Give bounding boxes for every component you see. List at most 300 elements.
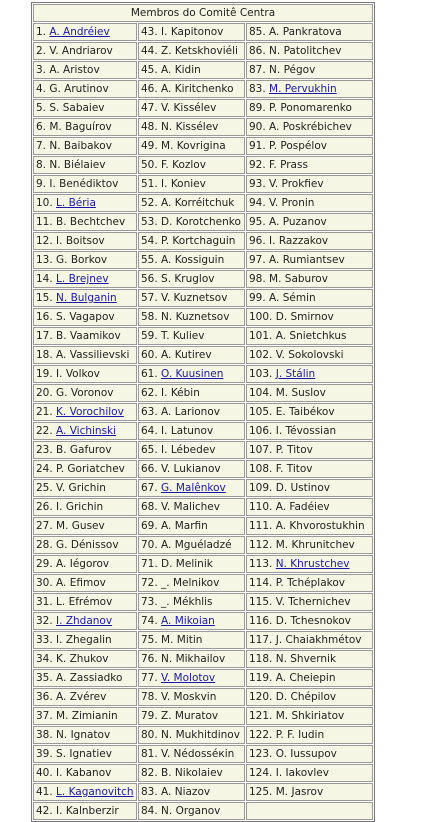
member-number: 122. (249, 729, 273, 741)
member-number: 67. (141, 482, 158, 494)
member-number: 79. (141, 710, 158, 722)
member-name: A. Snietchkus (275, 330, 347, 342)
member-link[interactable]: A. Mikoian (161, 615, 215, 627)
member-name: S. Sabaiev (49, 102, 105, 114)
member-link[interactable]: L. Brejnev (56, 273, 109, 285)
member-number: 58. (141, 311, 158, 323)
table-row (33, 726, 373, 744)
member-cell (33, 498, 137, 516)
member-cell (246, 707, 373, 725)
table-row (33, 346, 373, 364)
member-number: 33. (36, 634, 53, 646)
member-link[interactable]: K. Vorochilov (56, 406, 124, 418)
member-name: I. Boitsov (56, 235, 105, 247)
member-number: 120. (249, 691, 273, 703)
member-name: D. Melinik (161, 558, 213, 570)
member-name: N. Baibakov (49, 140, 112, 152)
member-cell (33, 365, 137, 383)
member-cell (138, 137, 245, 155)
member-number: 125. (249, 786, 273, 798)
member-link[interactable]: L. Béria (56, 197, 96, 209)
member-number: 60. (141, 349, 158, 361)
member-name: V. Kissélev (161, 102, 217, 114)
table-row (33, 517, 373, 535)
member-number: 100. (249, 311, 273, 323)
member-cell (33, 593, 137, 611)
member-number: 93. (249, 178, 266, 190)
member-number: 94. (249, 197, 266, 209)
member-number: 30. (36, 577, 53, 589)
member-number: 106. (249, 425, 273, 437)
member-name: A. Zassiadko (56, 672, 123, 684)
member-cell (138, 384, 245, 402)
member-cell (138, 783, 245, 801)
member-name: F. Prass (269, 159, 308, 171)
member-name: A. Larionov (161, 406, 220, 418)
member-cell (138, 441, 245, 459)
member-number: 63. (141, 406, 158, 418)
member-number: 45. (141, 64, 158, 76)
member-number: 80. (141, 729, 158, 741)
member-name: I. Latunov (161, 425, 214, 437)
member-cell (246, 42, 373, 60)
member-number: 34. (36, 653, 53, 665)
member-number: 71. (141, 558, 158, 570)
member-number: 73. (141, 596, 158, 608)
member-cell (246, 137, 373, 155)
member-name: J. Chaiakhmétov (275, 634, 362, 646)
member-cell (246, 365, 373, 383)
member-link[interactable]: A. Andréiev (49, 26, 110, 38)
member-name: I. Koniev (161, 178, 206, 190)
member-number: 6. (36, 121, 47, 133)
member-name: N. Mikhailov (161, 653, 226, 665)
member-name: A. Pankratova (269, 26, 342, 38)
member-number: 62. (141, 387, 158, 399)
member-name: N. Biélaiev (49, 159, 106, 171)
table-row (33, 707, 373, 725)
member-name: V. Tchernichev (275, 596, 351, 608)
member-cell (246, 631, 373, 649)
table-row (33, 270, 373, 288)
member-name: A. Khvorostukhin (275, 520, 365, 532)
member-cell (246, 498, 373, 516)
member-cell (33, 23, 137, 41)
member-number: 17. (36, 330, 53, 342)
member-link[interactable]: V. Molotov (161, 672, 216, 684)
member-number: 121. (249, 710, 273, 722)
member-cell (246, 783, 373, 801)
member-number: 20. (36, 387, 53, 399)
member-number: 51. (141, 178, 158, 190)
member-number: 29. (36, 558, 53, 570)
member-number: 81. (141, 748, 158, 760)
member-number: 55. (141, 254, 158, 266)
member-cell (33, 118, 137, 136)
table-body (33, 23, 373, 820)
table-row (33, 631, 373, 649)
member-cell (33, 346, 137, 364)
member-link[interactable]: L. Kaganovitch (56, 786, 134, 798)
member-cell (33, 384, 137, 402)
member-name: A. Fadéiev (275, 501, 330, 513)
table-row (33, 289, 373, 307)
table-row (33, 688, 373, 706)
member-number: 43. (141, 26, 158, 38)
member-name: V. Moskvin (161, 691, 217, 703)
member-number: 113. (249, 558, 273, 570)
member-number: 95. (249, 216, 266, 228)
member-cell (138, 650, 245, 668)
member-cell (33, 99, 137, 117)
member-number: 101. (249, 330, 273, 342)
member-name: P. Goriatchev (56, 463, 125, 475)
member-name: A. Niazov (161, 786, 211, 798)
member-cell (33, 137, 137, 155)
member-name: A. Aristov (49, 64, 100, 76)
member-number: 46. (141, 83, 158, 95)
member-cell (246, 422, 373, 440)
member-cell (246, 232, 373, 250)
member-link[interactable]: A. Vichinski (56, 425, 117, 437)
member-cell (138, 232, 245, 250)
member-number: 117. (249, 634, 273, 646)
member-cell (138, 574, 245, 592)
member-cell (246, 574, 373, 592)
member-number: 97. (249, 254, 266, 266)
table-row (33, 175, 373, 193)
member-name: Z. Muratov (161, 710, 219, 722)
member-cell (138, 612, 245, 630)
member-cell (33, 232, 137, 250)
member-number: 77. (141, 672, 158, 684)
table-row (33, 441, 373, 459)
member-cell (138, 156, 245, 174)
member-cell (138, 479, 245, 497)
member-number: 89. (249, 102, 266, 114)
member-number: 14. (36, 273, 53, 285)
member-number: 85. (249, 26, 266, 38)
member-name: A. Kutirev (161, 349, 212, 361)
member-number: 15. (36, 292, 53, 304)
member-name: B. Gafurov (56, 444, 112, 456)
member-number: 11. (36, 216, 53, 228)
table-row (33, 118, 373, 136)
table-row (33, 42, 373, 60)
member-name: I. Razzakov (269, 235, 329, 247)
member-cell (138, 802, 245, 820)
member-name: A. Zvérev (56, 691, 107, 703)
member-cell (33, 783, 137, 801)
member-name: A. Cheiepin (275, 672, 336, 684)
member-name: M. Suslov (275, 387, 326, 399)
member-cell (138, 764, 245, 782)
table-row (33, 251, 373, 269)
table-row (33, 213, 373, 231)
member-name: N. Mukhitdinov (161, 729, 240, 741)
member-number: 22. (36, 425, 53, 437)
member-number: 18. (36, 349, 53, 361)
member-cell (33, 745, 137, 763)
member-name: D. Ustinov (275, 482, 330, 494)
member-cell (138, 726, 245, 744)
member-cell (138, 194, 245, 212)
member-cell (138, 80, 245, 98)
member-cell (246, 764, 373, 782)
members-table (31, 2, 375, 822)
member-name: S. Kruglov (161, 273, 215, 285)
member-number: 83. (249, 83, 266, 95)
member-name: F. Kozlov (161, 159, 206, 171)
member-number: 36. (36, 691, 53, 703)
member-cell (33, 441, 137, 459)
member-number: 54. (141, 235, 158, 247)
member-number: 119. (249, 672, 273, 684)
member-cell (246, 441, 373, 459)
member-name: I. Iakovlev (275, 767, 329, 779)
member-cell (246, 479, 373, 497)
table-title: Membros do Comitê Centra (33, 4, 373, 22)
member-name: I. Kalnberzir (56, 805, 119, 817)
member-cell (246, 289, 373, 307)
member-cell (246, 80, 373, 98)
member-name: V. Kuznetsov (161, 292, 228, 304)
member-cell (246, 251, 373, 269)
member-cell (33, 251, 137, 269)
member-cell (138, 308, 245, 326)
member-number: 112. (249, 539, 273, 551)
member-number: 1. (36, 26, 47, 38)
table-row (33, 593, 373, 611)
member-number: 57. (141, 292, 158, 304)
member-cell (33, 650, 137, 668)
member-name: I. Kébin (161, 387, 200, 399)
member-number: 47. (141, 102, 158, 114)
member-link[interactable]: M. Pervukhin (269, 83, 337, 95)
member-name: K. Zhukov (56, 653, 109, 665)
table-row (33, 479, 373, 497)
member-name: A. Efimov (56, 577, 106, 589)
member-name: M. Baguírov (49, 121, 112, 133)
table-row (33, 764, 373, 782)
member-number: 115. (249, 596, 273, 608)
member-cell (138, 175, 245, 193)
member-number: 86. (249, 45, 266, 57)
member-number: 114. (249, 577, 273, 589)
table-row (33, 745, 373, 763)
member-number: 72. (141, 577, 158, 589)
member-cell (138, 23, 245, 41)
member-number: 24. (36, 463, 53, 475)
table-header-row (33, 4, 373, 22)
member-cell (246, 517, 373, 535)
member-name: I. Lébedev (161, 444, 216, 456)
member-cell (246, 403, 373, 421)
member-number: 118. (249, 653, 273, 665)
member-cell (33, 213, 137, 231)
member-cell (246, 308, 373, 326)
member-number: 91. (249, 140, 266, 152)
member-number: 68. (141, 501, 158, 513)
member-name: V. Pronin (269, 197, 315, 209)
member-cell (33, 688, 137, 706)
member-cell (138, 327, 245, 345)
member-name: S. Vagapov (56, 311, 115, 323)
member-number: 76. (141, 653, 158, 665)
member-number: 50. (141, 159, 158, 171)
member-name: N. Pégov (269, 64, 316, 76)
member-cell (33, 631, 137, 649)
member-number: 59. (141, 330, 158, 342)
member-name: G. Voronov (56, 387, 114, 399)
table-row (33, 384, 373, 402)
member-number: 41. (36, 786, 53, 798)
member-number: 61. (141, 368, 158, 380)
member-name: I. Benédiktov (49, 178, 119, 190)
member-number: 21. (36, 406, 53, 418)
member-number: 12. (36, 235, 53, 247)
member-name: A. Korréitchuk (161, 197, 235, 209)
member-link[interactable]: N. Khrustchev (275, 558, 350, 570)
member-number: 103. (249, 368, 273, 380)
member-link[interactable]: I. Zhdanov (56, 615, 113, 627)
member-name: V. Andriarov (49, 45, 113, 57)
member-name: L. Efrémov (56, 596, 113, 608)
member-number: 78. (141, 691, 158, 703)
member-link[interactable]: J. Stálin (275, 368, 316, 380)
member-cell (138, 346, 245, 364)
member-cell (138, 213, 245, 231)
member-number: 96. (249, 235, 266, 247)
member-number: 83. (141, 786, 158, 798)
member-name: A. Kossiguin (161, 254, 225, 266)
member-cell (138, 707, 245, 725)
member-name: A. Marfin (161, 520, 208, 532)
member-cell (138, 688, 245, 706)
member-name: I. Zhegalin (56, 634, 112, 646)
member-cell (246, 118, 373, 136)
member-name: M. Jasrov (275, 786, 324, 798)
member-cell (138, 555, 245, 573)
member-cell (246, 745, 373, 763)
member-number: 40. (36, 767, 53, 779)
member-cell (246, 669, 373, 687)
member-cell (246, 175, 373, 193)
table-row (33, 194, 373, 212)
member-link[interactable]: G. Malênkov (161, 482, 226, 494)
member-name: G. Dénissov (56, 539, 119, 551)
member-name: N. Kissélev (161, 121, 219, 133)
member-cell (33, 764, 137, 782)
member-name: A. Vassilievski (56, 349, 130, 361)
member-name: P. Tchéplakov (275, 577, 345, 589)
member-number: 2. (36, 45, 47, 57)
member-cell (246, 270, 373, 288)
member-name: I. Kapitonov (161, 26, 224, 38)
member-number: 107. (249, 444, 273, 456)
member-name: I. Grichin (56, 501, 104, 513)
member-name: I. Kabanov (56, 767, 112, 779)
member-number: 74. (141, 615, 158, 627)
member-number: 48. (141, 121, 158, 133)
member-cell (138, 422, 245, 440)
member-number: 66. (141, 463, 158, 475)
member-name: V. Malichev (161, 501, 220, 513)
member-cell (33, 289, 137, 307)
member-number: 19. (36, 368, 53, 380)
table-row (33, 80, 373, 98)
member-cell (246, 726, 373, 744)
member-name: M. Khrunitchev (275, 539, 355, 551)
member-number: 52. (141, 197, 158, 209)
member-number: 5. (36, 102, 47, 114)
member-name: T. Kuliev (161, 330, 205, 342)
member-link[interactable]: N. Bulganin (56, 292, 117, 304)
member-number: 92. (249, 159, 266, 171)
table-row (33, 61, 373, 79)
member-cell (33, 669, 137, 687)
member-cell (33, 42, 137, 60)
member-cell (138, 669, 245, 687)
member-name: E. Taibékov (275, 406, 335, 418)
member-name: I. Tévossian (275, 425, 337, 437)
table-row (33, 460, 373, 478)
member-name: N. Shvernik (275, 653, 337, 665)
member-cell (33, 175, 137, 193)
member-link[interactable]: O. Kuusinen (161, 368, 224, 380)
member-name: V. Prokfiev (269, 178, 324, 190)
member-name: M. Saburov (269, 273, 328, 285)
member-name: D. Korotchenko (161, 216, 241, 228)
member-name: N. Kuznetsov (161, 311, 230, 323)
member-cell (138, 517, 245, 535)
member-number: 28. (36, 539, 53, 551)
member-number: 26. (36, 501, 53, 513)
member-cell (246, 612, 373, 630)
member-number: 32. (36, 615, 53, 627)
member-number: 42. (36, 805, 53, 817)
member-cell (33, 517, 137, 535)
member-name: A. Kiritchenko (161, 83, 234, 95)
member-cell (246, 61, 373, 79)
member-cell (33, 707, 137, 725)
member-cell (138, 270, 245, 288)
member-name: D. Chépilov (275, 691, 337, 703)
member-name: A. Sémin (269, 292, 316, 304)
member-number: 7. (36, 140, 47, 152)
member-number: 9. (36, 178, 47, 190)
member-number: 44. (141, 45, 158, 57)
member-cell (33, 327, 137, 345)
member-name: G. Arutinov (49, 83, 109, 95)
table-row (33, 23, 373, 41)
member-number: 98. (249, 273, 266, 285)
table-row (33, 137, 373, 155)
member-number: 99. (249, 292, 266, 304)
member-cell (138, 251, 245, 269)
member-cell (138, 460, 245, 478)
table-row (33, 232, 373, 250)
member-cell (138, 99, 245, 117)
member-number: 16. (36, 311, 53, 323)
member-number: 4. (36, 83, 47, 95)
member-number: 102. (249, 349, 273, 361)
member-number: 124. (249, 767, 273, 779)
member-name: B. Bechtchev (56, 216, 126, 228)
member-name: D. Smirnov (275, 311, 334, 323)
member-cell (246, 346, 373, 364)
member-name: B. Nikolaiev (161, 767, 223, 779)
